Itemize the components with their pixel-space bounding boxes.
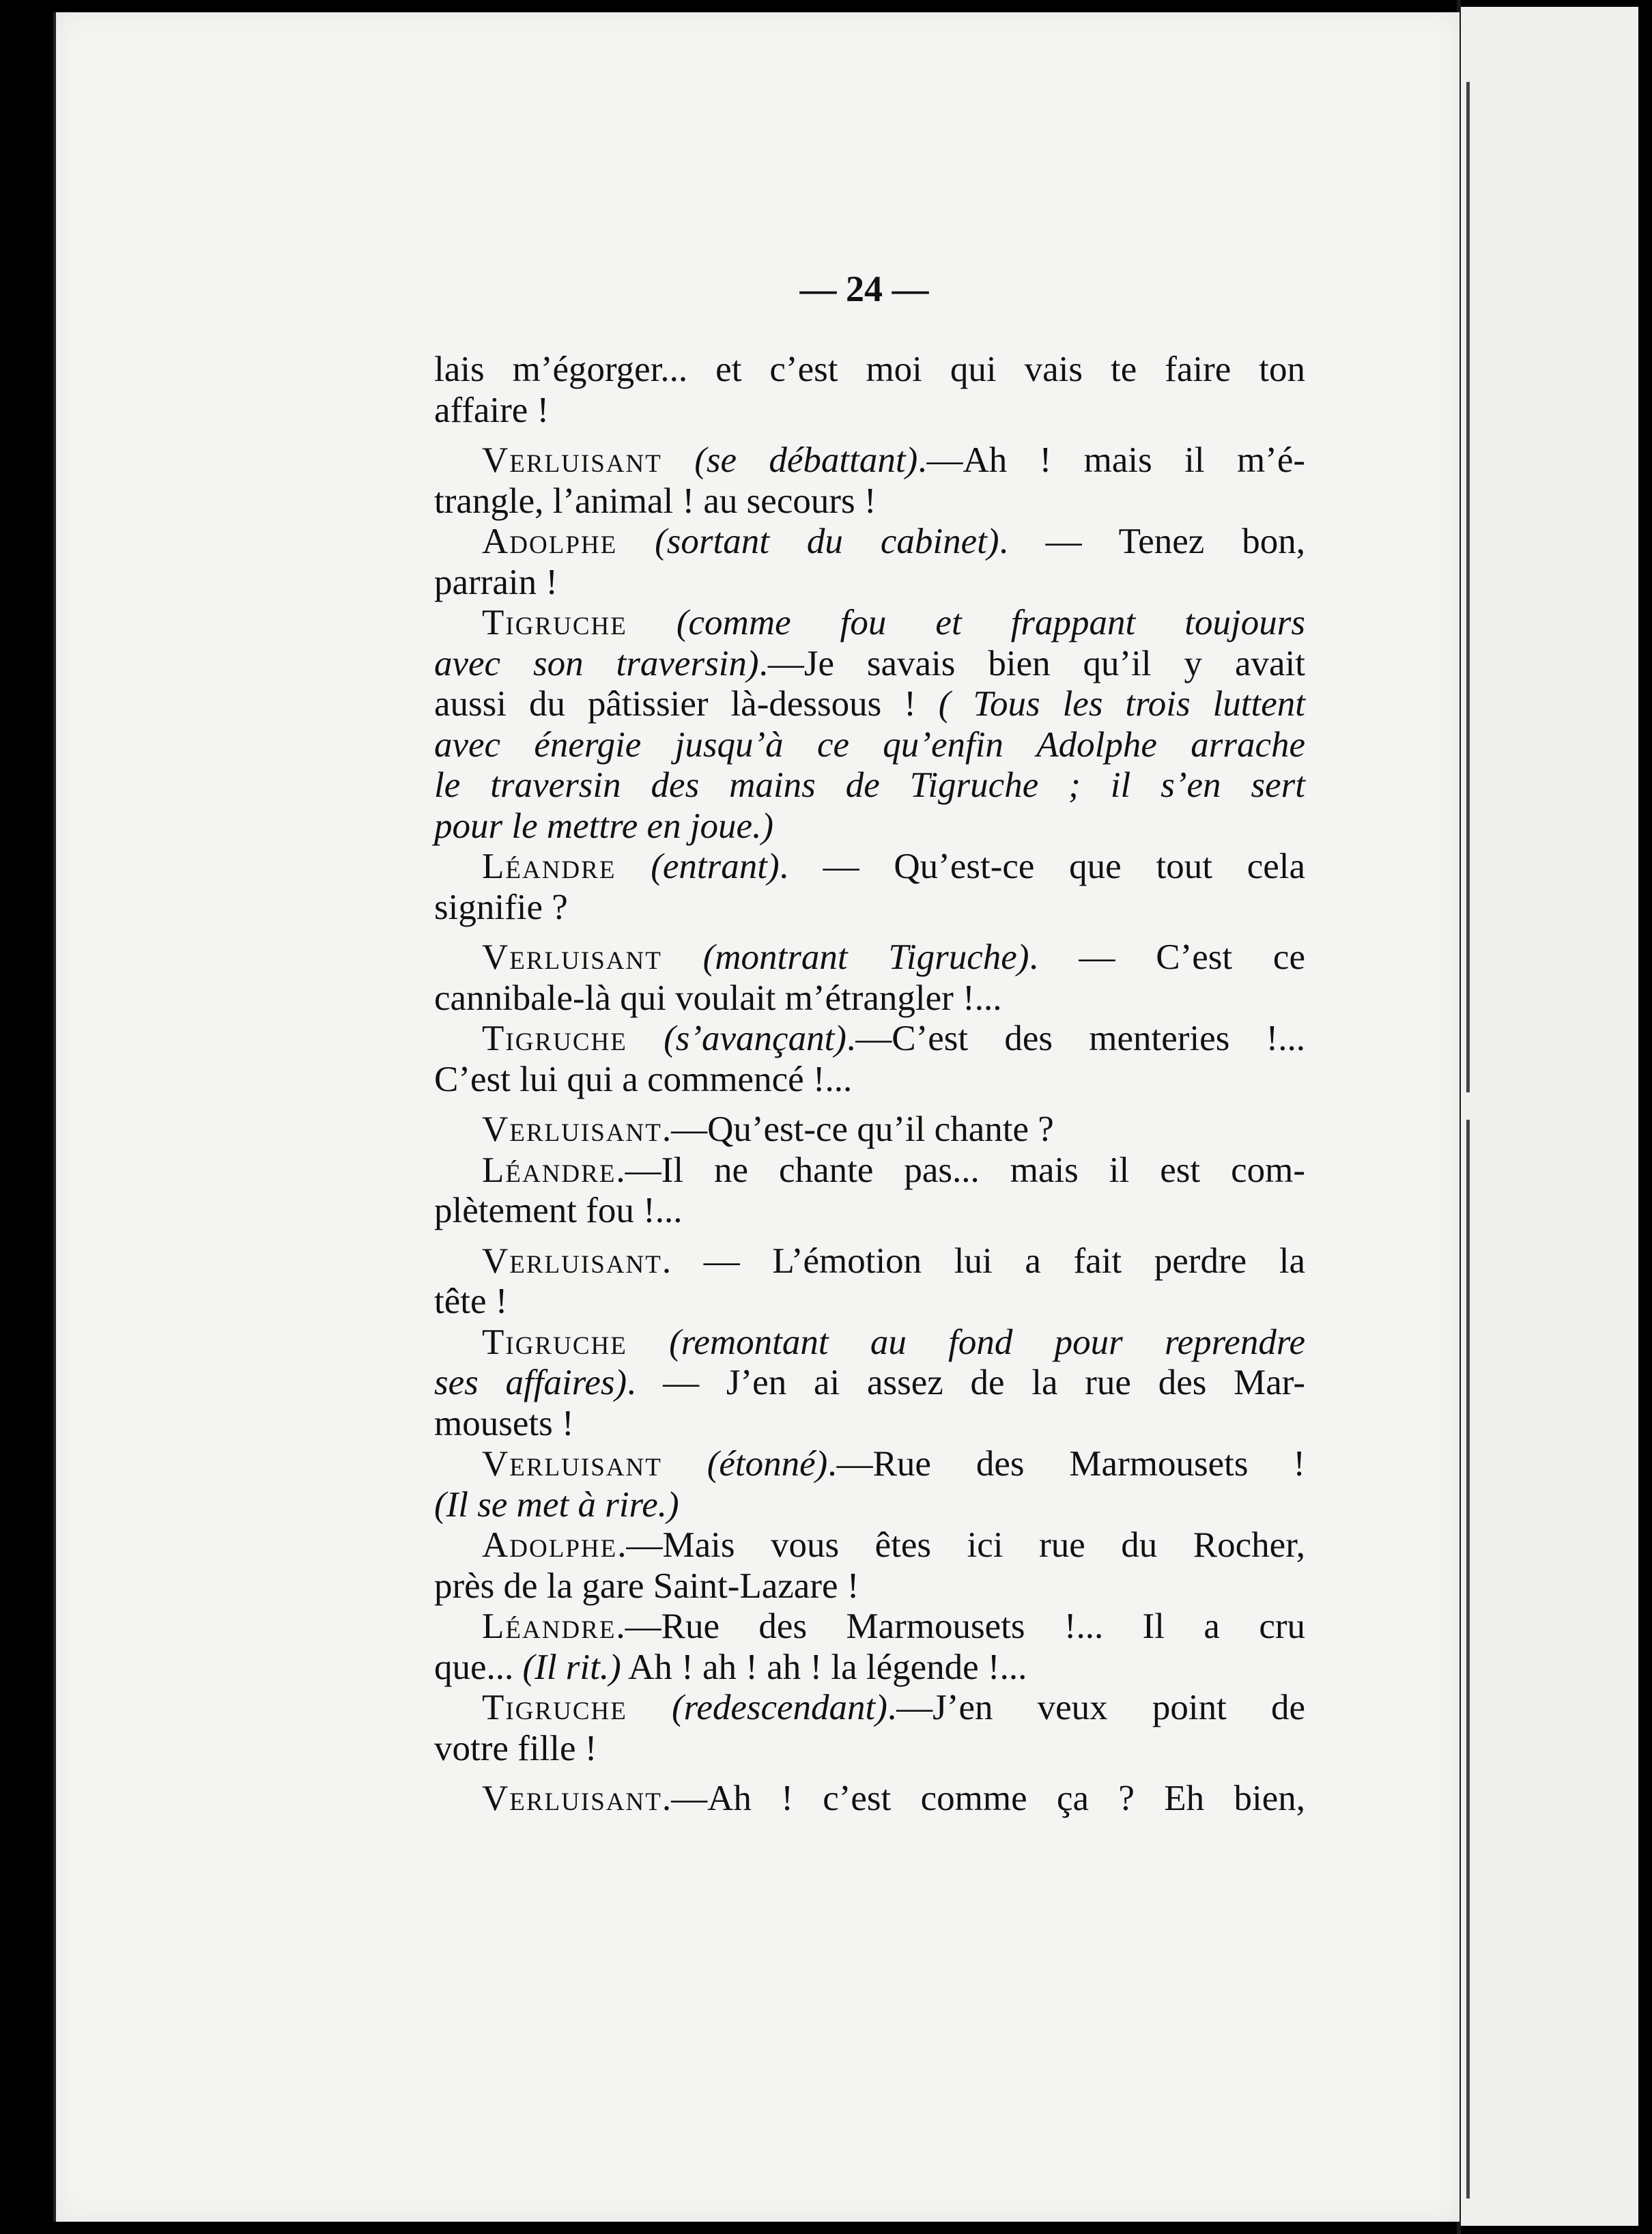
text-line: lais m’égorger... et c’est moi qui vais te faire ton [434,350,1305,389]
text-line: avec énergie jusqu’à ce qu’enfin Adolphe arrache [434,724,1305,765]
speaker-name: Tigruche [482,1688,627,1727]
stage-direction: (Il se met à rire.) [434,1484,679,1525]
text-line: Adolphe.—Mais vous êtes ici rue du Rocher, [482,1525,1305,1565]
dialogue-tigruche [434,603,1305,847]
dialogue-text: .—Qu’est-ce qu’il chante ? [661,1109,1054,1149]
dialogue-leandre [434,1607,1305,1688]
text-line: mousets ! [434,1403,574,1443]
speaker-name: Léandre [482,1150,616,1190]
stage-direction: (entrant) [651,847,780,886]
text-line: aussi du pâtissier là-dessous ! ( Tous les trois luttent [434,684,1305,724]
dialogue-text: .—Ah ! c’est comme ça ? Eh bien, [661,1779,1305,1818]
dialogue-tigruche [434,1323,1305,1445]
speaker-name: Adolphe [482,1525,618,1565]
text-line: que... (Il rit.) Ah ! ah ! ah ! la légende !... [434,1647,1027,1687]
stage-direction: (s’avançant) [664,1019,846,1058]
text-line: signifie ? [434,887,568,927]
text-line: Verluisant (se débattant).—Ah ! mais il m’é- [482,440,1305,480]
text-line: Léandre.—Rue des Marmousets !... Il a cru [482,1607,1305,1646]
dialogue-adolphe [434,1525,1305,1607]
text-line: près de la gare Saint-Lazare ! [434,1566,859,1606]
text-line: Verluisant (montrant Tigruche). — C’est ce [482,937,1305,977]
speaker-name: Verluisant [482,1444,662,1484]
dialogue-verluisant [434,1444,1305,1525]
dialogue-tigruche [434,1019,1305,1100]
speaker-name: Verluisant [482,1109,662,1149]
text-line: Tigruche (comme fou et frappant toujours [482,603,1306,642]
stage-direction: (sortant du cabinet) [655,522,999,561]
dialogue-verluisant [434,1241,1305,1323]
speaker-name: Tigruche [482,1322,627,1362]
text-line: Tigruche (redescendant).—J’en veux point de [482,1688,1306,1727]
text-line: Léandre.—Il ne chante pas... mais il est com- [482,1150,1305,1190]
text-line: Verluisant. — L’émotion lui a fait perdre la [482,1241,1305,1281]
binding-edge-mark [1466,1120,1470,2198]
speaker-name: Verluisant [482,1779,662,1818]
text-line: Léandre (entrant). — Qu’est-ce que tout cela [482,847,1305,886]
speaker-name: Verluisant [482,1241,662,1281]
text-line: Tigruche (s’avançant).—C’est des menteries !... [482,1019,1305,1058]
speaker-name: Verluisant [482,937,662,977]
text-line: plètement fou !... [434,1191,683,1230]
dialogue-text: Ah ! ah ! ah ! la légende !... [628,1647,1027,1687]
text-line: ses affaires). — J’en ai assez de la rue des Mar- [434,1363,1305,1402]
text-line [434,1779,1305,1820]
stage-direction: (Il rit.) [522,1647,621,1687]
facing-page-edge [1461,7,1638,2226]
text-line: votre fille ! [434,1728,597,1768]
stage-direction: (redescendant) [672,1688,887,1727]
speaker-name: Tigruche [482,603,627,642]
dialogue-leandre [434,1150,1305,1232]
binding-edge-mark [1466,82,1470,1092]
text-line: pour le mettre en joue.) [434,806,773,846]
dialogue-verluisant [434,440,1305,522]
text-line [434,1485,1305,1526]
text-line: C’est lui qui a commencé !... [434,1059,853,1099]
text-line: parrain ! [434,562,558,602]
text-line [434,1109,1305,1150]
dialogue-verluisant [434,937,1305,1019]
speaker-name: Léandre [482,847,616,886]
text-line: le traversin des mains de Tigruche ; il s’en sert [434,765,1305,805]
stage-direction: (montrant Tigruche) [702,937,1029,977]
dialogue-tigruche [434,1688,1305,1769]
dialogue-adolphe [434,522,1305,603]
speaker-name: Léandre [482,1607,616,1646]
text-line: Verluisant (étonné).—Rue des Marmousets ! [482,1444,1306,1484]
page-number: — 24 — [799,268,929,309]
stage-direction: (étonné) [707,1444,828,1484]
text-line: cannibale-là qui voulait m’étrangler !... [434,978,1002,1018]
text-line: tête ! [434,1282,508,1321]
speaker-name: Verluisant [482,440,662,480]
text-line: affaire ! [434,390,550,430]
speaker-name: Adolphe [482,522,618,561]
text-line: avec son traversin).—Je savais bien qu’il y avait [434,643,1305,683]
dialogue-verluisant [434,1109,1305,1150]
page-text [434,350,1305,1820]
dialogue-verluisant [434,1779,1305,1820]
paragraph [434,350,1305,431]
text-line: Tigruche (remontant au fond pour reprendre [482,1322,1305,1362]
dialogue-leandre [434,847,1305,928]
stage-direction: (se débattant) [694,440,918,480]
text-line: Adolphe (sortant du cabinet). — Tenez bon, [482,522,1305,561]
speaker-name: Tigruche [482,1019,627,1058]
text-line: trangle, l’animal ! au secours ! [434,481,877,521]
